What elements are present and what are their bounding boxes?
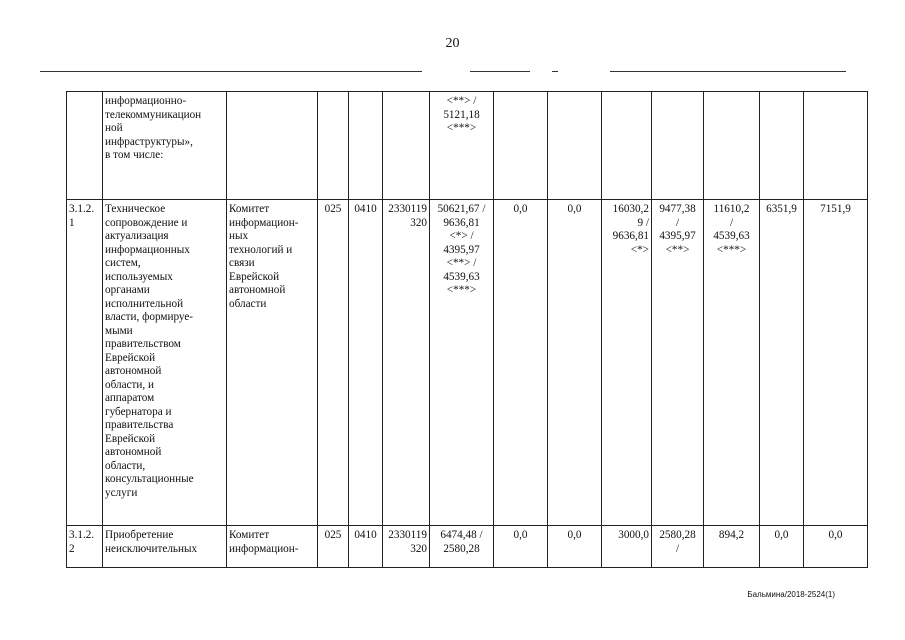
- grbs-cell: 025: [318, 200, 349, 526]
- year-value-cell: 16030,2 9 / 9636,81 <*>: [602, 200, 652, 526]
- year-value-cell: 6351,9: [760, 200, 804, 526]
- year-value-cell: 2580,28 /: [652, 526, 704, 568]
- grbs-cell: 025: [318, 526, 349, 568]
- year-value-cell: 0,0: [548, 200, 602, 526]
- header-rule-1: [40, 71, 422, 72]
- executor-cell: [227, 92, 318, 200]
- year-value-cell: 3000,0: [602, 526, 652, 568]
- year-value-cell: 11610,2 / 4539,63 <***>: [704, 200, 760, 526]
- year-value-cell: [652, 92, 704, 200]
- year-value-cell: [548, 92, 602, 200]
- year-value-cell: 0,0: [494, 200, 548, 526]
- year-value-cell: [494, 92, 548, 200]
- row-number-cell: 3.1.2. 2: [67, 526, 103, 568]
- total-cell: 50621,67 / 9636,81 <*> / 4395,97 <**> / 4539,63 <***>: [430, 200, 494, 526]
- total-cell: 6474,48 / 2580,28: [430, 526, 494, 568]
- activity-name-cell: Техническое сопровождение и актуализация информационных систем, используемых органами исполнительной власти, формируе- мыми правительством Еврейской автономной области, и аппаратом губернатора и правительства Еврейской автономной области, консультационные услуги: [103, 200, 227, 526]
- program-table: [66, 91, 868, 568]
- row-number-cell: 3.1.2. 1: [67, 200, 103, 526]
- year-value-cell: 7151,9: [804, 200, 868, 526]
- row-number-cell: [67, 92, 103, 200]
- section-code-cell: 0410: [349, 526, 383, 568]
- year-value-cell: 0,0: [494, 526, 548, 568]
- year-value-cell: 0,0: [760, 526, 804, 568]
- target-article-cell: 2330119 320: [383, 200, 430, 526]
- activity-name-cell: информационно- телекоммуникацион ной инфраструктуры», в том числе:: [103, 92, 227, 200]
- year-value-cell: 9477,38 / 4395,97 <**>: [652, 200, 704, 526]
- grbs-cell: [318, 92, 349, 200]
- target-article-cell: [383, 92, 430, 200]
- target-article-cell: 2330119 320: [383, 526, 430, 568]
- year-value-cell: 894,2: [704, 526, 760, 568]
- total-cell: <**> / 5121,18 <***>: [430, 92, 494, 200]
- table-row: [67, 200, 868, 526]
- executor-cell: Комитет информацион- ных технологий и связи Еврейской автономной области: [227, 200, 318, 526]
- header-rule-4: [610, 71, 846, 72]
- year-value-cell: [804, 92, 868, 200]
- section-code-cell: 0410: [349, 200, 383, 526]
- year-value-cell: 0,0: [804, 526, 868, 568]
- year-value-cell: [704, 92, 760, 200]
- header-rule-2: [470, 71, 530, 72]
- activity-name-cell: Приобретение неисключительных: [103, 526, 227, 568]
- year-value-cell: 0,0: [548, 526, 602, 568]
- table-row: [67, 526, 868, 568]
- executor-cell: Комитет информацион-: [227, 526, 318, 568]
- section-code-cell: [349, 92, 383, 200]
- year-value-cell: [602, 92, 652, 200]
- header-rule-3: [552, 71, 558, 72]
- table-row: [67, 92, 868, 200]
- footer-document-code: Бальмина/2018-2524(1): [747, 590, 835, 599]
- page-number: 20: [445, 36, 460, 51]
- year-value-cell: [760, 92, 804, 200]
